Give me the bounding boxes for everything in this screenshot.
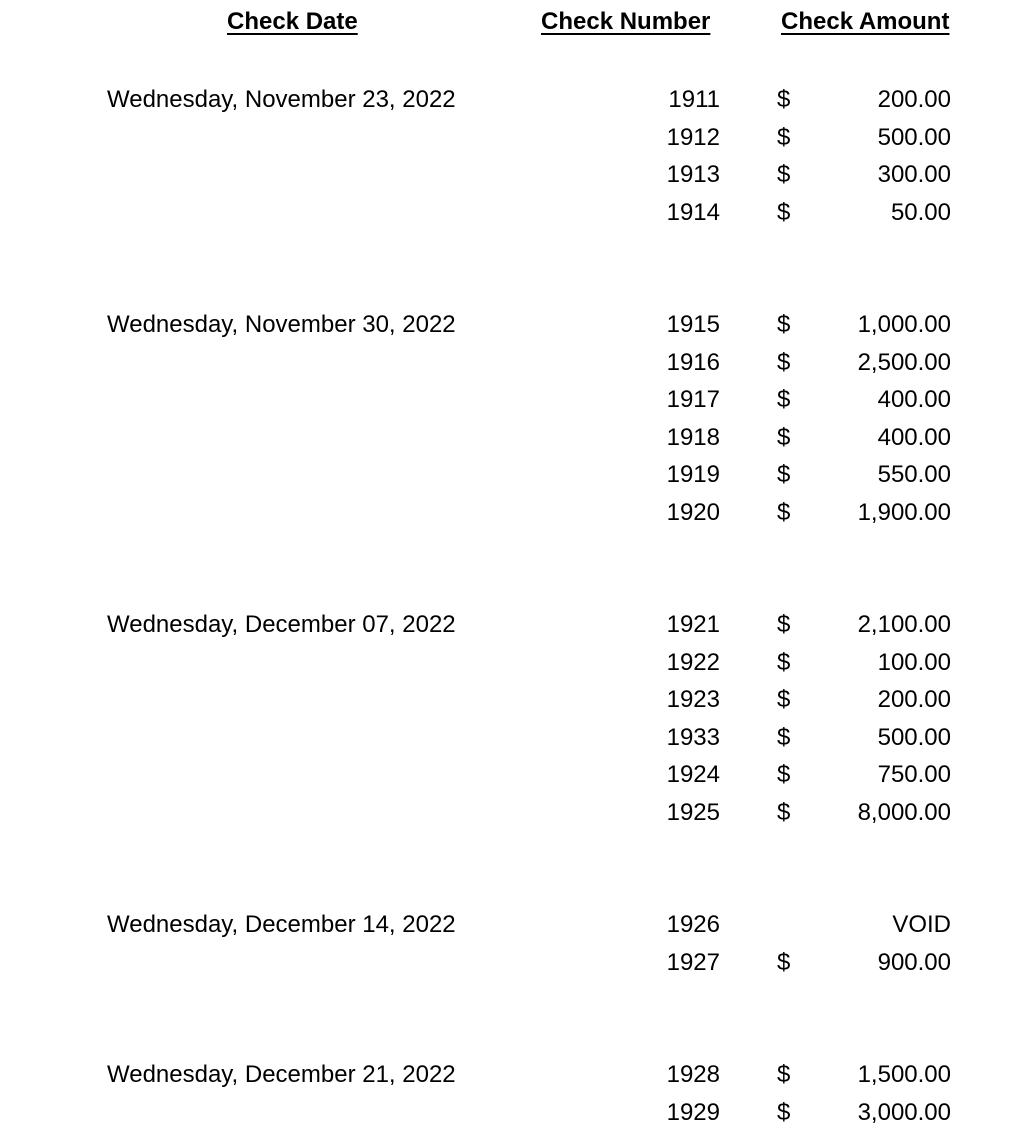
currency-symbol: $ bbox=[777, 648, 791, 676]
check-number: 1919 bbox=[666, 461, 720, 488]
check-date: Wednesday, November 30, 2022 bbox=[107, 311, 456, 338]
check-number: 1911 bbox=[668, 86, 720, 113]
header-check-amount: Check Amount bbox=[781, 8, 950, 35]
currency-symbol: $ bbox=[777, 723, 791, 751]
currency-symbol: $ bbox=[777, 1061, 791, 1088]
check-amount: 100.00 bbox=[877, 648, 951, 676]
currency-symbol: $ bbox=[777, 1098, 791, 1126]
check-number: 1917 bbox=[666, 386, 720, 413]
currency-symbol: $ bbox=[777, 161, 791, 188]
check-number: 1921 bbox=[666, 611, 720, 638]
currency-symbol: $ bbox=[777, 461, 791, 488]
currency-symbol: $ bbox=[777, 423, 791, 451]
check-amount: 400.00 bbox=[877, 423, 951, 451]
check-amount: 8,000.00 bbox=[857, 798, 951, 826]
check-amount: 900.00 bbox=[877, 948, 951, 976]
check-amount: 400.00 bbox=[877, 386, 951, 413]
currency-symbol: $ bbox=[777, 498, 791, 526]
currency-symbol: $ bbox=[777, 948, 791, 976]
check-number: 1923 bbox=[666, 686, 720, 713]
currency-symbol: $ bbox=[777, 686, 791, 713]
currency-symbol: $ bbox=[777, 86, 791, 113]
check-amount: 550.00 bbox=[877, 461, 951, 488]
check-amount: 200.00 bbox=[877, 686, 951, 713]
check-amount: 50.00 bbox=[890, 198, 951, 226]
check-number: 1914 bbox=[666, 198, 720, 226]
currency-symbol: $ bbox=[777, 198, 791, 226]
header-check-date: Check Date bbox=[227, 8, 358, 35]
check-amount: 2,500.00 bbox=[857, 348, 951, 376]
currency-symbol: $ bbox=[777, 611, 791, 638]
check-amount: 2,100.00 bbox=[857, 611, 951, 638]
currency-symbol: $ bbox=[777, 761, 791, 788]
check-number: 1933 bbox=[666, 723, 720, 751]
check-date: Wednesday, December 07, 2022 bbox=[107, 611, 456, 638]
check-amount: 750.00 bbox=[877, 761, 951, 788]
check-amount: 200.00 bbox=[877, 86, 951, 113]
check-amount: 3,000.00 bbox=[857, 1098, 951, 1126]
check-amount: 1,000.00 bbox=[857, 311, 951, 338]
check-number: 1925 bbox=[666, 798, 720, 826]
check-date: Wednesday, December 14, 2022 bbox=[107, 911, 456, 938]
check-amount: 1,900.00 bbox=[857, 498, 951, 526]
currency-symbol: $ bbox=[777, 798, 791, 826]
check-amount: 300.00 bbox=[877, 161, 951, 188]
check-number: 1915 bbox=[666, 311, 720, 338]
currency-symbol: $ bbox=[777, 386, 791, 413]
check-number: 1929 bbox=[666, 1098, 720, 1126]
check-amount: VOID bbox=[892, 911, 951, 938]
currency-symbol: $ bbox=[777, 123, 791, 151]
check-number: 1912 bbox=[666, 123, 720, 151]
header-check-number: Check Number bbox=[541, 8, 711, 35]
check-number: 1916 bbox=[666, 348, 720, 376]
check-date: Wednesday, November 23, 2022 bbox=[107, 86, 456, 113]
check-number: 1926 bbox=[666, 911, 720, 938]
check-date: Wednesday, December 21, 2022 bbox=[107, 1061, 456, 1088]
check-number: 1928 bbox=[666, 1061, 720, 1088]
check-amount: 500.00 bbox=[877, 723, 951, 751]
currency-symbol: $ bbox=[777, 311, 791, 338]
check-amount: 1,500.00 bbox=[857, 1061, 951, 1088]
check-number: 1913 bbox=[666, 161, 720, 188]
check-number: 1918 bbox=[666, 423, 720, 451]
check-number: 1922 bbox=[666, 648, 720, 676]
check-number: 1920 bbox=[666, 498, 720, 526]
check-number: 1927 bbox=[666, 948, 720, 976]
currency-symbol: $ bbox=[777, 348, 791, 376]
check-amount: 500.00 bbox=[877, 123, 951, 151]
check-number: 1924 bbox=[666, 761, 720, 788]
